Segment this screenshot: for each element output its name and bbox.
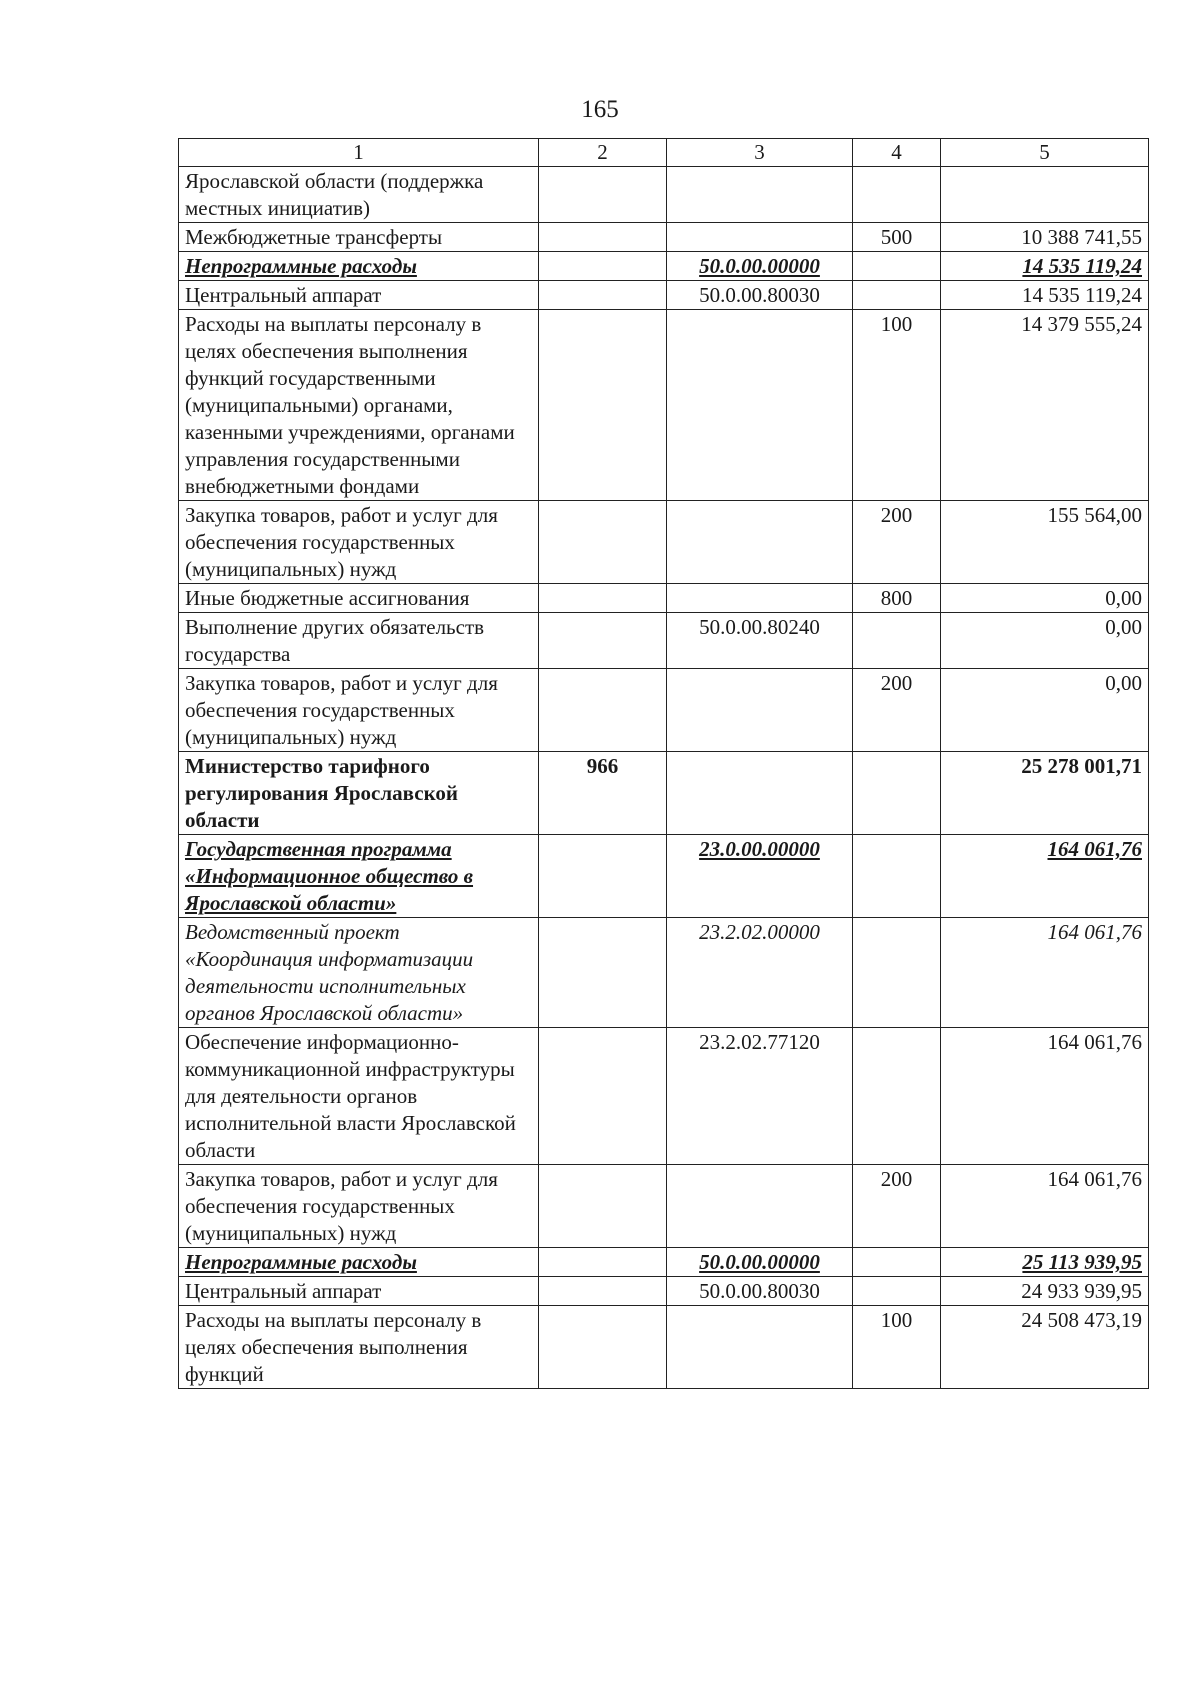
- row-target-cell: 23.2.02.00000: [667, 918, 853, 1028]
- row-type-cell: [853, 1277, 941, 1306]
- budget-table: [178, 138, 1149, 1389]
- row-target-cell: [667, 584, 853, 613]
- row-amount-cell: 24 933 939,95: [941, 1277, 1149, 1306]
- table-body: [179, 167, 1149, 1389]
- row-code-cell: [539, 669, 667, 752]
- row-target-cell: [667, 310, 853, 501]
- table-row: [179, 584, 1149, 613]
- row-target-cell: [667, 223, 853, 252]
- row-type-cell: 200: [853, 1165, 941, 1248]
- row-code-cell: [539, 1306, 667, 1389]
- table-row: [179, 281, 1149, 310]
- table-row: [179, 1248, 1149, 1277]
- column-header-5: 5: [941, 139, 1149, 167]
- page-number: 165: [581, 96, 619, 123]
- table-row: [179, 501, 1149, 584]
- column-header-2: 2: [539, 139, 667, 167]
- table-row: [179, 918, 1149, 1028]
- row-type-cell: [853, 918, 941, 1028]
- row-target-cell: [667, 1306, 853, 1389]
- row-target-cell: 50.0.00.80030: [667, 1277, 853, 1306]
- row-target-cell: 50.0.00.00000: [667, 1248, 853, 1277]
- row-name-cell: Непрограммные расходы: [179, 1248, 539, 1277]
- row-amount-cell: 164 061,76: [941, 1028, 1149, 1165]
- row-name-cell: Закупка товаров, работ и услуг для обеспечения государственных (муниципальных) нужд: [179, 669, 539, 752]
- row-type-cell: 100: [853, 310, 941, 501]
- row-type-cell: [853, 613, 941, 669]
- column-header-1: 1: [179, 139, 539, 167]
- table-row: [179, 1306, 1149, 1389]
- row-name-cell: Иные бюджетные ассигнования: [179, 584, 539, 613]
- row-name-cell: Непрограммные расходы: [179, 252, 539, 281]
- row-code-cell: [539, 310, 667, 501]
- row-type-cell: [853, 1028, 941, 1165]
- table-row: [179, 310, 1149, 501]
- row-amount-cell: 24 508 473,19: [941, 1306, 1149, 1389]
- table-row: [179, 669, 1149, 752]
- row-type-cell: 100: [853, 1306, 941, 1389]
- row-amount-cell: 164 061,76: [941, 835, 1149, 918]
- row-code-cell: [539, 918, 667, 1028]
- column-header-3: 3: [667, 139, 853, 167]
- table-row: [179, 752, 1149, 835]
- table-row: [179, 223, 1149, 252]
- row-name-cell: Межбюджетные трансферты: [179, 223, 539, 252]
- row-name-cell: Министерство тарифного регулирования Ярославской области: [179, 752, 539, 835]
- row-amount-cell: 164 061,76: [941, 1165, 1149, 1248]
- row-type-cell: [853, 835, 941, 918]
- row-target-cell: 50.0.00.80030: [667, 281, 853, 310]
- table-row: [179, 613, 1149, 669]
- row-code-cell: [539, 1028, 667, 1165]
- row-name-cell: Центральный аппарат: [179, 1277, 539, 1306]
- row-type-cell: 200: [853, 501, 941, 584]
- row-code-cell: [539, 252, 667, 281]
- row-amount-cell: 0,00: [941, 613, 1149, 669]
- row-type-cell: [853, 1248, 941, 1277]
- row-name-cell: Ярославской области (поддержка местных инициатив): [179, 167, 539, 223]
- row-type-cell: [853, 167, 941, 223]
- row-name-cell: Расходы на выплаты персоналу в целях обеспечения выполнения функций государственными (муниципальными) органами, казенными учреждениями, органами управления государственными внебюджетными фондами: [179, 310, 539, 501]
- row-name-cell: Закупка товаров, работ и услуг для обеспечения государственных (муниципальных) нужд: [179, 501, 539, 584]
- row-name-cell: Государственная программа «Информационное общество в Ярославской области»: [179, 835, 539, 918]
- row-code-cell: [539, 501, 667, 584]
- row-code-cell: 966: [539, 752, 667, 835]
- row-name-cell: Закупка товаров, работ и услуг для обеспечения государственных (муниципальных) нужд: [179, 1165, 539, 1248]
- table-row: [179, 1165, 1149, 1248]
- row-type-cell: [853, 252, 941, 281]
- row-amount-cell: 14 379 555,24: [941, 310, 1149, 501]
- row-target-cell: [667, 501, 853, 584]
- row-code-cell: [539, 835, 667, 918]
- row-amount-cell: 0,00: [941, 669, 1149, 752]
- row-name-cell: Ведомственный проект «Координация информатизации деятельности исполнительных органов Ярославской области»: [179, 918, 539, 1028]
- row-code-cell: [539, 1248, 667, 1277]
- row-type-cell: [853, 752, 941, 835]
- table-row: [179, 835, 1149, 918]
- row-code-cell: [539, 167, 667, 223]
- row-target-cell: [667, 752, 853, 835]
- row-amount-cell: 25 113 939,95: [941, 1248, 1149, 1277]
- row-target-cell: 23.2.02.77120: [667, 1028, 853, 1165]
- table-row: [179, 167, 1149, 223]
- row-type-cell: 500: [853, 223, 941, 252]
- row-code-cell: [539, 613, 667, 669]
- row-code-cell: [539, 1277, 667, 1306]
- row-name-cell: Расходы на выплаты персоналу в целях обеспечения выполнения функций: [179, 1306, 539, 1389]
- row-type-cell: [853, 281, 941, 310]
- row-target-cell: [667, 669, 853, 752]
- row-amount-cell: 25 278 001,71: [941, 752, 1149, 835]
- row-amount-cell: 164 061,76: [941, 918, 1149, 1028]
- row-target-cell: [667, 167, 853, 223]
- row-code-cell: [539, 1165, 667, 1248]
- row-amount-cell: 0,00: [941, 584, 1149, 613]
- table-row: [179, 1028, 1149, 1165]
- table-header: [179, 139, 1149, 167]
- row-target-cell: [667, 1165, 853, 1248]
- column-header-4: 4: [853, 139, 941, 167]
- row-code-cell: [539, 223, 667, 252]
- row-target-cell: 50.0.00.80240: [667, 613, 853, 669]
- table-row: [179, 1277, 1149, 1306]
- row-code-cell: [539, 281, 667, 310]
- row-name-cell: Обеспечение информационно-коммуникационной инфраструктуры для деятельности органов исполнительной власти Ярославской области: [179, 1028, 539, 1165]
- row-code-cell: [539, 584, 667, 613]
- table-row: [179, 252, 1149, 281]
- row-target-cell: 50.0.00.00000: [667, 252, 853, 281]
- row-name-cell: Центральный аппарат: [179, 281, 539, 310]
- row-amount-cell: 14 535 119,24: [941, 252, 1149, 281]
- row-amount-cell: [941, 167, 1149, 223]
- row-amount-cell: 14 535 119,24: [941, 281, 1149, 310]
- row-amount-cell: 155 564,00: [941, 501, 1149, 584]
- row-type-cell: 800: [853, 584, 941, 613]
- header-row: [179, 139, 1149, 167]
- row-name-cell: Выполнение других обязательств государства: [179, 613, 539, 669]
- row-type-cell: 200: [853, 669, 941, 752]
- row-target-cell: 23.0.00.00000: [667, 835, 853, 918]
- row-amount-cell: 10 388 741,55: [941, 223, 1149, 252]
